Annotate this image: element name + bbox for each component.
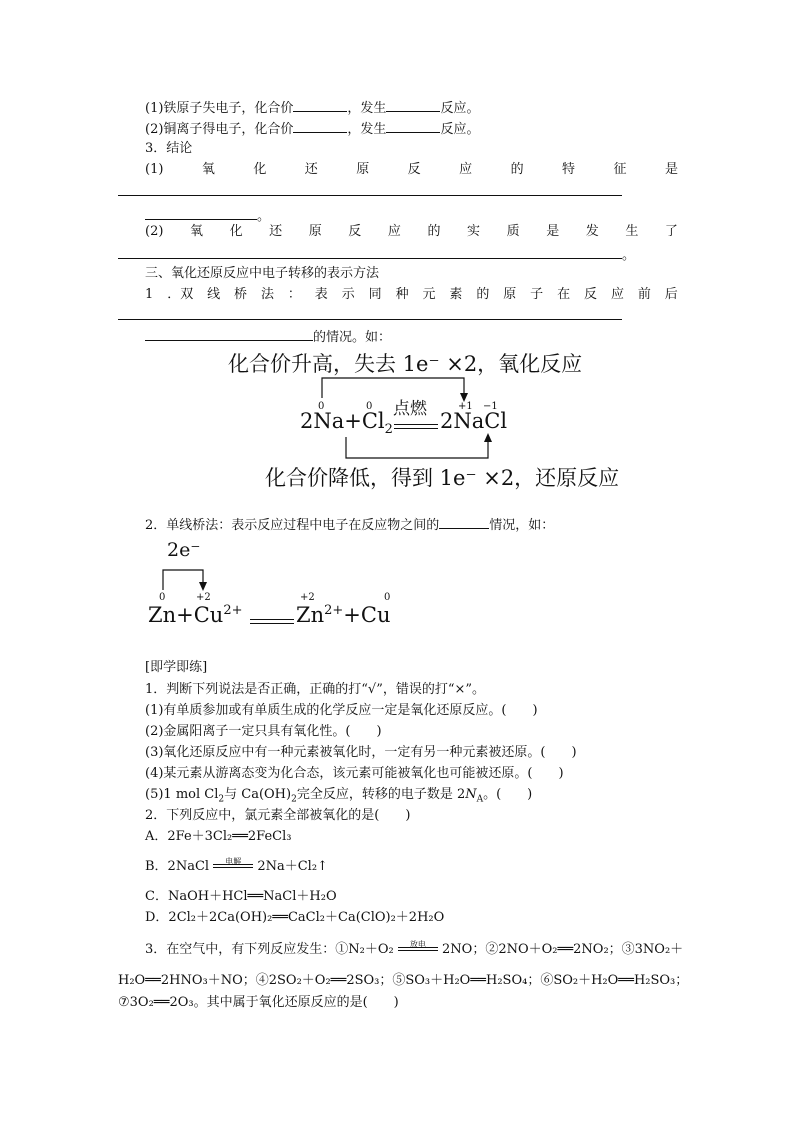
q1-text-c: 反应。	[440, 101, 480, 116]
practice-q1-1: (1)有单质参加或有单质生成的化学反应一定是氧化还原反应。( )	[145, 703, 538, 718]
spread-char: 是	[546, 224, 560, 239]
option-c: C．NaOH＋HCl══NaCl＋H₂O	[145, 889, 337, 904]
spread-char: 1	[145, 287, 154, 302]
spread-char: 后	[664, 287, 678, 302]
valence-na-product: +1	[458, 401, 473, 412]
practice-q1-4: (4)某元素从游离态变为化合态，该元素可能被氧化也可能被还原。( )	[145, 766, 564, 781]
spread-char: (2)	[145, 224, 164, 239]
conclusion-heading: 3．结论	[145, 141, 193, 156]
practice-q3-line2: H₂O══2HNO₃＋NO；④2SO₂＋O₂══2SO₃；⑤SO₃＋H₂O══H₂SO₄；⑥SO₂＋H₂O══H₂SO₃；	[118, 973, 689, 988]
spread-char: ：	[287, 287, 301, 302]
valence-cu: 0	[384, 592, 391, 603]
spread-char: 的	[476, 287, 490, 302]
arrow-head	[199, 582, 207, 591]
spread-char: 原	[356, 162, 370, 177]
equation-right: 2NaCl	[440, 409, 508, 433]
practice-q1-3: (3)氧化还原反应中有一种元素被氧化时，一定有另一种元素被还原。( )	[145, 745, 577, 760]
practice-q1-5: (5)1 mol $Cl_2$与 $Ca(OH)_2$完全反应，转移的电子数是 $2N_A$。( )	[145, 787, 533, 805]
m1-end-text: 的情况。如：	[313, 330, 392, 345]
c2-period: 。	[622, 248, 636, 263]
reduction-label: 化合价降低，得到 1e⁻ ×2，还原反应	[265, 466, 620, 490]
spread-char: 还	[269, 224, 283, 239]
practice-q1: 1．判断下列说法是否正确，正确的打“√”，错误的打“×”。	[145, 682, 486, 697]
spread-char: 生	[625, 224, 639, 239]
spread-char: 原	[308, 224, 322, 239]
section-3-heading: 三、氧化还原反应中电子转移的表示方法	[145, 266, 380, 281]
spread-char: 反	[584, 287, 598, 302]
q2-text-a: (2)铜离子得电子，化合价	[145, 122, 294, 137]
spread-char: 的	[427, 224, 441, 239]
spread-char: 氧	[201, 162, 215, 177]
spread-char: 示	[341, 287, 355, 302]
spread-char: 素	[449, 287, 463, 302]
spread-char: 应	[610, 287, 624, 302]
discharge-sign: 放电	[398, 945, 438, 955]
spread-char: 线	[207, 287, 221, 302]
valence-zn: 0	[159, 592, 166, 603]
spread-char: 的	[510, 162, 524, 177]
spread-char: 化	[229, 224, 243, 239]
c1-period: 。	[257, 209, 271, 224]
practice-q1-2: (2)金属阳离子一定只具有氧化性。( )	[145, 724, 382, 739]
spread-char: 反	[407, 162, 421, 177]
spread-char: 质	[506, 224, 520, 239]
spread-char: 子	[530, 287, 544, 302]
m2-text-a: 2．单线桥法：表示反应过程中电子在反应物之间的	[145, 518, 440, 533]
spread-char: 表	[314, 287, 328, 302]
single-equation: $Zn+Cu^{2+}$	[148, 603, 243, 627]
spread-char: 征	[613, 162, 627, 177]
spread-char: (1)	[145, 162, 164, 177]
option-d: D．2Cl₂＋2Ca(OH)₂══CaCl₂＋Ca(ClO)₂＋2H₂O	[145, 910, 445, 925]
practice-heading: [即学即练]	[145, 660, 208, 675]
electron-label: 2e⁻	[167, 539, 201, 561]
option-a: A．2Fe＋3Cl₂══2FeCl₃	[145, 829, 292, 844]
valence-cl-product: −1	[483, 401, 498, 412]
condition-ignite: 点燃	[393, 399, 427, 419]
m2-text-b: 情况，如：	[489, 518, 555, 533]
equal-sign	[250, 619, 294, 624]
valence-cl2: 0	[366, 401, 373, 412]
spread-char: 同	[368, 287, 382, 302]
spread-char: 应	[459, 162, 473, 177]
spread-char: 反	[348, 224, 362, 239]
spread-char: 发	[585, 224, 599, 239]
spread-char: 在	[557, 287, 571, 302]
spread-char: 前	[637, 287, 651, 302]
electrolysis-sign: 电解	[213, 862, 253, 872]
practice-q3-line3: ⑦3O₂══2O₃。其中属于氧化还原反应的是( )	[118, 995, 399, 1010]
spread-char: 是	[664, 162, 678, 177]
spread-char: 还	[304, 162, 318, 177]
spread-char: 应	[387, 224, 401, 239]
practice-q3-line1: 3．在空气中，有下列反应发生：①N₂＋O₂ 放电 2NO；②2NO＋O₂══2NO₂；③3NO₂＋	[145, 939, 684, 957]
option-b: B．2NaCl 电解 2Na＋Cl₂↑	[145, 856, 328, 874]
spread-char: ．双	[167, 287, 194, 302]
spread-char: 种	[395, 287, 409, 302]
spread-char: 化	[253, 162, 267, 177]
valence-na: 0	[318, 401, 325, 412]
q1-text-b: ，发生	[347, 101, 387, 116]
spread-char: 实	[467, 224, 481, 239]
q1-text-a: (1)铁原子失电子，化合价	[145, 101, 294, 116]
valence-zn-ion: +2	[300, 592, 315, 603]
spread-char: 氧	[189, 224, 203, 239]
spread-char: 桥	[234, 287, 248, 302]
practice-q2: 2．下列反应中，氯元素全部被氧化的是( )	[145, 808, 411, 823]
spread-char: 原	[503, 287, 517, 302]
q2-text-c: 反应。	[440, 122, 480, 137]
spread-char: 元	[422, 287, 436, 302]
single-equation-right: $Zn^{2+}+Cu$	[296, 603, 391, 627]
q2-text-b: ，发生	[347, 122, 387, 137]
equation-left: $2Na+Cl_2$	[300, 409, 393, 438]
spread-char: 特	[562, 162, 576, 177]
valence-cu-ion: +2	[196, 592, 211, 603]
spread-char: 了	[664, 224, 678, 239]
oxidation-label: 化合价升高，失去 1e⁻ ×2，氧化反应	[228, 352, 583, 376]
spread-char: 法	[260, 287, 274, 302]
